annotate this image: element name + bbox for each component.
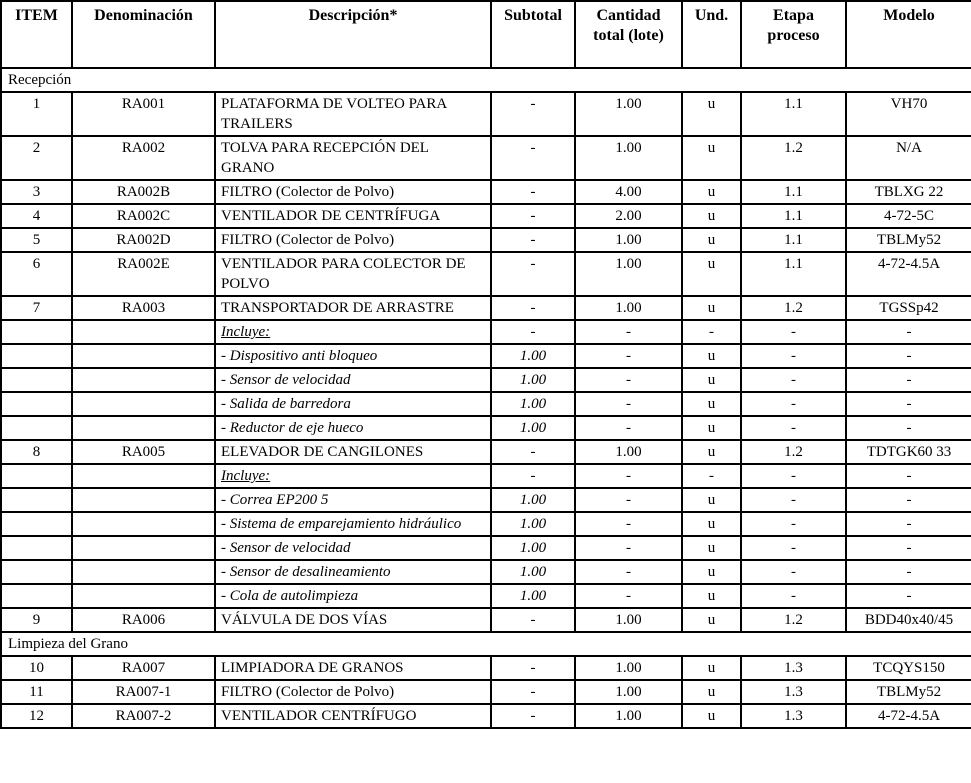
item-cell: 8 — [1, 440, 72, 464]
descripcion-cell: - Sensor de desalineamiento — [215, 560, 491, 584]
denominacion-cell — [72, 584, 215, 608]
und-cell: u — [682, 296, 741, 320]
descripcion-cell: - Sensor de velocidad — [215, 536, 491, 560]
descripcion-cell: VÁLVULA DE DOS VÍAS — [215, 608, 491, 632]
modelo-cell: BDD40x40/45 — [846, 608, 971, 632]
descripcion-cell: LIMPIADORA DE GRANOS — [215, 656, 491, 680]
modelo-cell: - — [846, 392, 971, 416]
item-cell: 4 — [1, 204, 72, 228]
section-label: Recepción — [1, 68, 215, 92]
subtotal-cell: 1.00 — [491, 416, 575, 440]
cantidad-cell: 4.00 — [575, 180, 682, 204]
table-row — [1, 252, 971, 296]
subtotal-cell: - — [491, 704, 575, 728]
subtotal-cell: 1.00 — [491, 344, 575, 368]
subtotal-cell: - — [491, 680, 575, 704]
table-body — [1, 68, 971, 728]
und-cell: u — [682, 180, 741, 204]
cantidad-cell: 1.00 — [575, 440, 682, 464]
subtotal-cell: 1.00 — [491, 536, 575, 560]
modelo-cell: VH70 — [846, 92, 971, 136]
subtotal-cell: - — [491, 320, 575, 344]
denominacion-cell — [72, 416, 215, 440]
section-filler — [215, 68, 971, 92]
subtotal-cell: - — [491, 180, 575, 204]
table-row — [1, 136, 971, 180]
etapa-cell: 1.2 — [741, 608, 846, 632]
header-etapa: Etapa proceso — [741, 1, 846, 68]
modelo-cell: - — [846, 488, 971, 512]
subtotal-cell: - — [491, 92, 575, 136]
denominacion-cell: RA002B — [72, 180, 215, 204]
subtotal-cell: - — [491, 252, 575, 296]
cantidad-cell: - — [575, 464, 682, 488]
includes-row — [1, 416, 971, 440]
descripcion-cell: TOLVA PARA RECEPCIÓN DEL GRANO — [215, 136, 491, 180]
includes-row — [1, 392, 971, 416]
section-row — [1, 632, 971, 656]
section-label: Limpieza del Grano — [1, 632, 215, 656]
includes-row — [1, 368, 971, 392]
subtotal-cell: - — [491, 464, 575, 488]
modelo-cell: - — [846, 512, 971, 536]
item-cell: 10 — [1, 656, 72, 680]
denominacion-cell — [72, 536, 215, 560]
cantidad-cell: 1.00 — [575, 136, 682, 180]
item-cell — [1, 488, 72, 512]
table-row — [1, 608, 971, 632]
cantidad-cell: 1.00 — [575, 92, 682, 136]
denominacion-cell — [72, 560, 215, 584]
descripcion-cell: FILTRO (Colector de Polvo) — [215, 228, 491, 252]
descripcion-cell: - Sensor de velocidad — [215, 368, 491, 392]
denominacion-cell: RA001 — [72, 92, 215, 136]
etapa-cell: 1.1 — [741, 92, 846, 136]
cantidad-cell: 1.00 — [575, 228, 682, 252]
etapa-cell: 1.1 — [741, 228, 846, 252]
header-cantidad: Cantidad total (lote) — [575, 1, 682, 68]
item-cell — [1, 536, 72, 560]
table-row — [1, 296, 971, 320]
und-cell: - — [682, 464, 741, 488]
und-cell: u — [682, 252, 741, 296]
header-item: ITEM — [1, 1, 72, 68]
item-cell — [1, 416, 72, 440]
modelo-cell: - — [846, 344, 971, 368]
etapa-cell: 1.2 — [741, 296, 846, 320]
denominacion-cell: RA006 — [72, 608, 215, 632]
etapa-cell: 1.1 — [741, 180, 846, 204]
denominacion-cell: RA007-2 — [72, 704, 215, 728]
und-cell: u — [682, 488, 741, 512]
subtotal-cell: 1.00 — [491, 392, 575, 416]
descripcion-cell: TRANSPORTADOR DE ARRASTRE — [215, 296, 491, 320]
subtotal-cell: - — [491, 228, 575, 252]
subtotal-cell: - — [491, 608, 575, 632]
und-cell: u — [682, 136, 741, 180]
cantidad-cell: 1.00 — [575, 296, 682, 320]
descripcion-cell: Incluye: — [215, 464, 491, 488]
header-modelo: Modelo — [846, 1, 971, 68]
modelo-cell: TBLXG 22 — [846, 180, 971, 204]
cantidad-cell: - — [575, 344, 682, 368]
modelo-cell: - — [846, 320, 971, 344]
cantidad-cell: 1.00 — [575, 656, 682, 680]
descripcion-cell: VENTILADOR DE CENTRÍFUGA — [215, 204, 491, 228]
modelo-cell: 4-72-4.5A — [846, 252, 971, 296]
subtotal-cell: - — [491, 296, 575, 320]
etapa-cell: - — [741, 512, 846, 536]
modelo-cell: TDTGK60 33 — [846, 440, 971, 464]
denominacion-cell: RA007 — [72, 656, 215, 680]
subtotal-cell: - — [491, 204, 575, 228]
cantidad-cell: - — [575, 512, 682, 536]
subtotal-cell: 1.00 — [491, 512, 575, 536]
subtotal-cell: 1.00 — [491, 368, 575, 392]
item-cell: 9 — [1, 608, 72, 632]
etapa-cell: - — [741, 320, 846, 344]
modelo-cell: TGSSp42 — [846, 296, 971, 320]
item-cell — [1, 344, 72, 368]
item-cell: 11 — [1, 680, 72, 704]
modelo-cell: - — [846, 368, 971, 392]
table-row — [1, 228, 971, 252]
etapa-cell: - — [741, 344, 846, 368]
und-cell: u — [682, 608, 741, 632]
denominacion-cell: RA003 — [72, 296, 215, 320]
und-cell: u — [682, 536, 741, 560]
etapa-cell: 1.3 — [741, 680, 846, 704]
descripcion-cell: - Reductor de eje hueco — [215, 416, 491, 440]
descripcion-cell: FILTRO (Colector de Polvo) — [215, 180, 491, 204]
denominacion-cell: RA002D — [72, 228, 215, 252]
table-row — [1, 440, 971, 464]
etapa-cell: 1.1 — [741, 252, 846, 296]
section-row — [1, 68, 971, 92]
denominacion-cell: RA002 — [72, 136, 215, 180]
includes-row — [1, 512, 971, 536]
etapa-cell: - — [741, 416, 846, 440]
und-cell: u — [682, 440, 741, 464]
header-und: Und. — [682, 1, 741, 68]
table-row — [1, 92, 971, 136]
etapa-cell: 1.1 — [741, 204, 846, 228]
includes-header-row — [1, 464, 971, 488]
header-denominacion: Denominación — [72, 1, 215, 68]
und-cell: u — [682, 344, 741, 368]
denominacion-cell — [72, 488, 215, 512]
table-row — [1, 704, 971, 728]
descripcion-cell: - Salida de barredora — [215, 392, 491, 416]
denominacion-cell — [72, 344, 215, 368]
etapa-cell: - — [741, 368, 846, 392]
subtotal-cell: - — [491, 440, 575, 464]
denominacion-cell: RA007-1 — [72, 680, 215, 704]
und-cell: u — [682, 392, 741, 416]
cantidad-cell: 2.00 — [575, 204, 682, 228]
modelo-cell: N/A — [846, 136, 971, 180]
und-cell: u — [682, 228, 741, 252]
und-cell: u — [682, 560, 741, 584]
includes-row — [1, 584, 971, 608]
item-cell — [1, 560, 72, 584]
und-cell: u — [682, 584, 741, 608]
denominacion-cell — [72, 464, 215, 488]
etapa-cell: - — [741, 584, 846, 608]
descripcion-cell: - Dispositivo anti bloqueo — [215, 344, 491, 368]
descripcion-cell: VENTILADOR CENTRÍFUGO — [215, 704, 491, 728]
includes-row — [1, 488, 971, 512]
table-row — [1, 680, 971, 704]
modelo-cell: - — [846, 536, 971, 560]
modelo-cell: - — [846, 464, 971, 488]
subtotal-cell: - — [491, 656, 575, 680]
table-row — [1, 656, 971, 680]
item-cell — [1, 512, 72, 536]
descripcion-cell: PLATAFORMA DE VOLTEO PARA TRAILERS — [215, 92, 491, 136]
section-filler — [215, 632, 971, 656]
modelo-cell: TCQYS150 — [846, 656, 971, 680]
cantidad-cell: - — [575, 392, 682, 416]
modelo-cell: - — [846, 584, 971, 608]
table-row — [1, 204, 971, 228]
denominacion-cell — [72, 512, 215, 536]
item-cell: 5 — [1, 228, 72, 252]
cantidad-cell: - — [575, 560, 682, 584]
cantidad-cell: - — [575, 536, 682, 560]
descripcion-cell: Incluye: — [215, 320, 491, 344]
includes-row — [1, 536, 971, 560]
etapa-cell: - — [741, 536, 846, 560]
und-cell: u — [682, 512, 741, 536]
includes-header-row — [1, 320, 971, 344]
descripcion-cell: VENTILADOR PARA COLECTOR DE POLVO — [215, 252, 491, 296]
modelo-cell: TBLMy52 — [846, 228, 971, 252]
etapa-cell: - — [741, 488, 846, 512]
etapa-cell: - — [741, 392, 846, 416]
cantidad-cell: 1.00 — [575, 680, 682, 704]
item-cell — [1, 392, 72, 416]
descripcion-cell: - Cola de autolimpieza — [215, 584, 491, 608]
denominacion-cell — [72, 368, 215, 392]
item-cell — [1, 584, 72, 608]
etapa-cell: 1.2 — [741, 136, 846, 180]
und-cell: u — [682, 656, 741, 680]
includes-row — [1, 560, 971, 584]
etapa-cell: - — [741, 464, 846, 488]
subtotal-cell: 1.00 — [491, 488, 575, 512]
etapa-cell: - — [741, 560, 846, 584]
item-cell: 3 — [1, 180, 72, 204]
table-row — [1, 180, 971, 204]
modelo-cell: - — [846, 416, 971, 440]
und-cell: u — [682, 704, 741, 728]
includes-row — [1, 344, 971, 368]
item-cell: 6 — [1, 252, 72, 296]
und-cell: u — [682, 368, 741, 392]
etapa-cell: 1.2 — [741, 440, 846, 464]
denominacion-cell — [72, 392, 215, 416]
header-subtotal: Subtotal — [491, 1, 575, 68]
modelo-cell: 4-72-5C — [846, 204, 971, 228]
modelo-cell: TBLMy52 — [846, 680, 971, 704]
und-cell: - — [682, 320, 741, 344]
modelo-cell: 4-72-4.5A — [846, 704, 971, 728]
und-cell: u — [682, 680, 741, 704]
descripcion-cell: ELEVADOR DE CANGILONES — [215, 440, 491, 464]
subtotal-cell: - — [491, 136, 575, 180]
item-cell: 12 — [1, 704, 72, 728]
etapa-cell: 1.3 — [741, 656, 846, 680]
item-cell: 7 — [1, 296, 72, 320]
und-cell: u — [682, 416, 741, 440]
und-cell: u — [682, 92, 741, 136]
denominacion-cell: RA002C — [72, 204, 215, 228]
item-cell — [1, 464, 72, 488]
cantidad-cell: - — [575, 416, 682, 440]
und-cell: u — [682, 204, 741, 228]
modelo-cell: - — [846, 560, 971, 584]
cantidad-cell: 1.00 — [575, 704, 682, 728]
header-descripcion: Descripción* — [215, 1, 491, 68]
etapa-cell: 1.3 — [741, 704, 846, 728]
item-cell: 1 — [1, 92, 72, 136]
denominacion-cell: RA002E — [72, 252, 215, 296]
cantidad-cell: - — [575, 368, 682, 392]
cantidad-cell: - — [575, 488, 682, 512]
descripcion-cell: - Correa EP200 5 — [215, 488, 491, 512]
subtotal-cell: 1.00 — [491, 560, 575, 584]
descripcion-cell: - Sistema de emparejamiento hidráulico — [215, 512, 491, 536]
cantidad-cell: 1.00 — [575, 252, 682, 296]
denominacion-cell: RA005 — [72, 440, 215, 464]
item-cell: 2 — [1, 136, 72, 180]
item-cell — [1, 368, 72, 392]
denominacion-cell — [72, 320, 215, 344]
cantidad-cell: - — [575, 584, 682, 608]
descripcion-cell: FILTRO (Colector de Polvo) — [215, 680, 491, 704]
subtotal-cell: 1.00 — [491, 584, 575, 608]
item-cell — [1, 320, 72, 344]
cantidad-cell: 1.00 — [575, 608, 682, 632]
header-row — [1, 1, 971, 68]
cantidad-cell: - — [575, 320, 682, 344]
